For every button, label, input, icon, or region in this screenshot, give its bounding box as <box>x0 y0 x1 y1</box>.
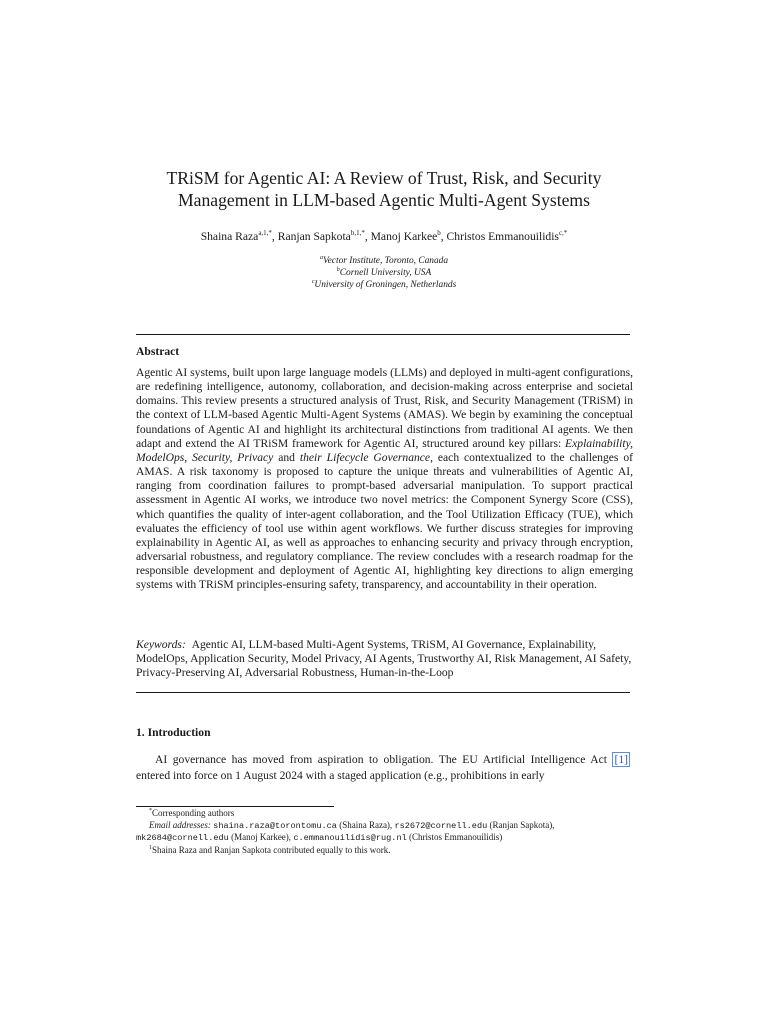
affiliation <box>100 255 668 267</box>
abstract-heading: Abstract <box>136 345 180 358</box>
affiliation <box>100 279 668 291</box>
affiliation-mark: b <box>336 267 340 273</box>
intro-text: AI governance has moved from aspiration to obligation. The EU Artificial Intelligence Act <box>155 753 613 766</box>
author-name: Christos Emmanouilidis <box>446 230 559 243</box>
affiliation <box>100 267 668 279</box>
footnote-rule <box>136 806 334 807</box>
author-marks: b <box>437 229 441 237</box>
keywords-text: Agentic AI, LLM-based Multi-Agent Systems, TRiSM, AI Governance, Explainability, ModelOps, Application Security, Model Privacy, AI Agents, Trustworthy AI, Risk Management, AI Safety, Privacy-Preserving AI, Adversarial Robustness, Human-in-the-Loop <box>136 638 632 680</box>
abstract-conjunction: and <box>273 450 300 464</box>
email-link[interactable]: rs2672@cornell.edu <box>394 820 488 831</box>
footnotes <box>136 808 633 857</box>
abstract-part-2: , each contextualized to the challenges of AMAS. A risk taxonomy is proposed to capture the unique threats and vulnerabilities of Agentic AI, ranging from coordination failures to prompt-based adversarial manipulation. To support practical assessment in Agentic AI works, we introduce two novel metrics: the Component Synergy Score (CSS), which quantifies the quality of inter-agent collaboration, and the Tool Utilization Efficacy (TUE), which evaluates the efficiency of tool use within agent workflows. We further discuss strategies for improving explainability in Agentic AI, as well as approaches to enhancing security and privacy through encryption, adversarial robustness, and regulatory compliance. The review concludes with a research roadmap for the responsible development and deployment of Agentic AI, highlighting key directions to align emerging systems with TRiSM principles-ensuring safety, transparency, and accountability in their operation. <box>136 450 633 592</box>
keywords <box>136 638 633 680</box>
introduction-paragraph <box>136 752 630 783</box>
affiliation-text: Vector Institute, Toronto, Canada <box>322 256 449 266</box>
footnote-emails-cont <box>136 832 633 845</box>
citation-link[interactable]: [1] <box>614 753 628 766</box>
email-owner: (Christos Emmanouilidis) <box>409 832 503 843</box>
footnote-corresponding <box>136 808 633 820</box>
email-owner: (Ranjan Sapkota), <box>489 819 555 830</box>
footnote-mark: 1 <box>149 845 152 852</box>
abstract-governance: their Lifecycle Governance <box>299 450 431 464</box>
author-name: Shaina Raza <box>200 230 259 243</box>
affiliation-list <box>100 255 668 291</box>
email-owner: (Manoj Karkee), <box>231 832 292 843</box>
affiliation-text: University of Groningen, Netherlands <box>314 280 457 290</box>
author-name: Manoj Karkee <box>370 230 438 243</box>
footnote-text: Corresponding authors <box>152 808 235 818</box>
email-link[interactable]: c.emmanouilidis@rug.nl <box>293 833 407 844</box>
footnote-mark: * <box>149 808 152 814</box>
affiliation-mark: a <box>319 255 323 261</box>
email-label: Email addresses: <box>149 819 211 830</box>
keywords-label: Keywords: <box>136 638 186 651</box>
footnote-text: Shaina Raza and Ranjan Sapkota contributed equally to this work. <box>152 845 391 856</box>
author-marks: a,1,* <box>258 229 272 237</box>
abstract-part-1: Agentic AI systems, built upon large language models (LLMs) and deployed in multi-agent configurations, are redefining intelligence, autonomy, collaboration, and decision-making across enterprise and societal domains. This review presents a structured analysis of Trust, Risk, and Security Management (TRiSM) in the context of LLM-based Agentic Multi-Agent Systems (AMAS). We begin by examining the conceptual foundations of Agentic AI and highlight its architectural distinctions from traditional AI agents. We then adapt and extend the AI TRiSM framework for Agentic AI, structured around key pillars: <box>136 366 633 450</box>
author-name: Ranjan Sapkota <box>277 230 351 243</box>
abstract-top-rule <box>136 334 630 335</box>
affiliation-text: Cornell University, USA <box>339 268 432 278</box>
abstract-bottom-rule <box>136 692 630 693</box>
email-link[interactable]: mk2684@cornell.edu <box>136 833 229 844</box>
intro-text-cont: entered into force on 1 August 2024 with a staged application (e.g., prohibitions in early <box>136 768 545 782</box>
title-line-1: TRiSM for Agentic AI: A Review of Trust, Risk, and Security <box>166 168 602 188</box>
footnote-emails <box>136 820 633 833</box>
abstract-pillars: Explainability, ModelOps, Security, Privacy <box>136 436 633 464</box>
abstract-text <box>136 366 633 593</box>
author-marks: c,* <box>558 229 568 237</box>
paper-title <box>100 167 668 211</box>
email-owner: (Shaina Raza), <box>339 819 393 830</box>
title-line-2: Management in LLM-based Agentic Multi-Agent Systems <box>178 190 590 210</box>
section-heading-introduction: 1. Introduction <box>136 726 211 739</box>
email-link[interactable]: shaina.raza@torontomu.ca <box>213 820 337 831</box>
footnote-equal-contribution <box>136 845 633 857</box>
author-list: Shaina Raza$^{a,1,*}$, Ranjan Sapkota$^{b,1,*}$, Manoj Karkee$^b$, Christos Emmanouilidis$^{c,*}$ <box>200 229 568 243</box>
author-marks: b,1,* <box>350 229 365 237</box>
affiliation-mark: c <box>311 279 315 285</box>
